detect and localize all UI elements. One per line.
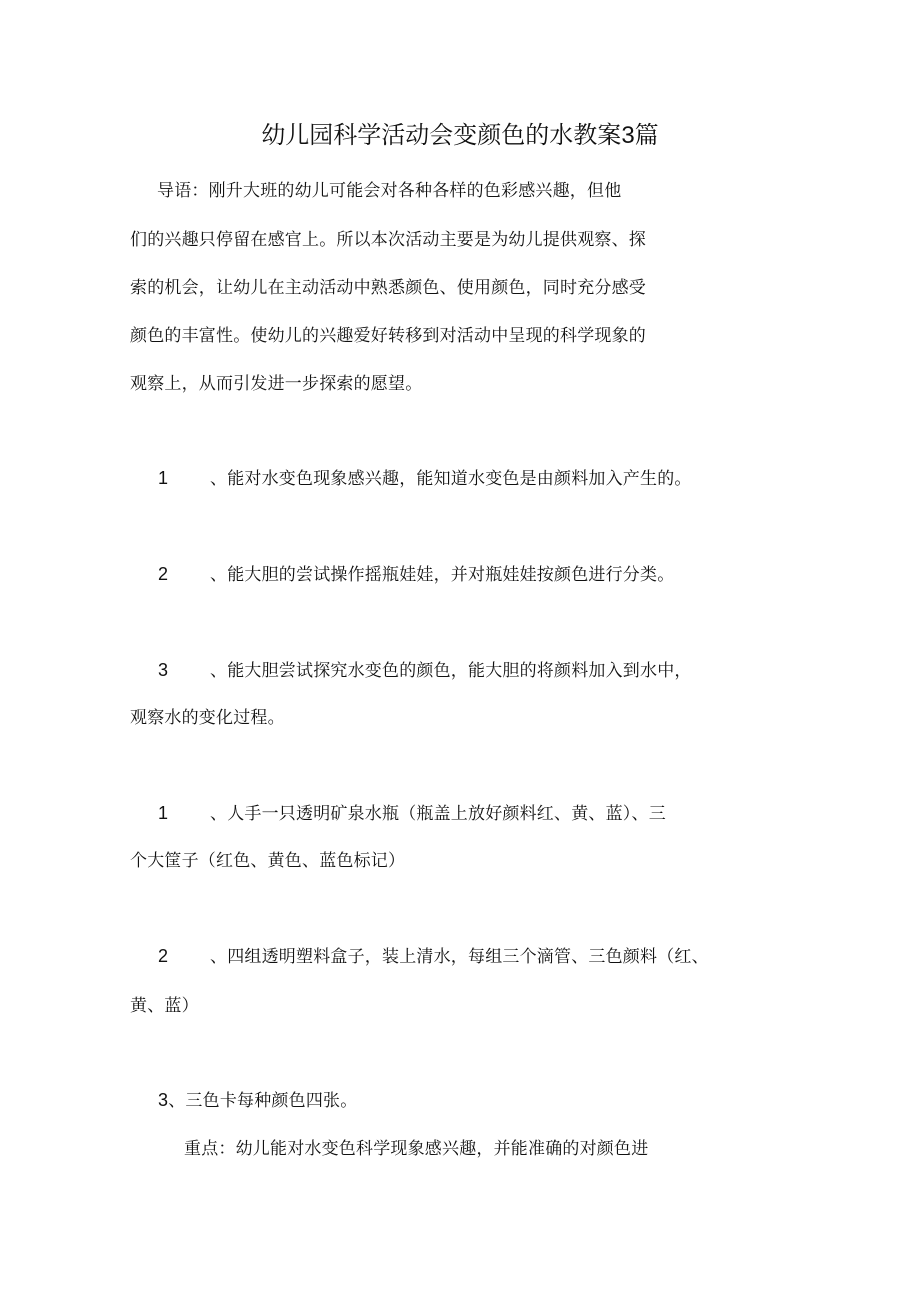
goal-number-1: 1	[158, 468, 169, 488]
material-item-1	[158, 802, 666, 825]
goal-number-2: 2	[158, 564, 169, 584]
material-text-3: 、三色卡每种颜色四张。	[168, 1091, 358, 1111]
goal-item-3-continued: 观察水的变化过程。	[130, 708, 285, 728]
title-text: 幼儿园科学活动会变颜色的水教案	[261, 121, 622, 149]
intro-line-2: 们的兴趣只停留在感官上。所以本次活动主要是为幼儿提供观察、探	[130, 230, 646, 250]
material-item-2-continued: 黄、蓝）	[130, 996, 199, 1016]
material-number-1: 1	[158, 803, 169, 823]
goal-text-1: 、能对水变色现象感兴趣，能知道水变色是由颜料加入产生的。	[210, 469, 692, 489]
key-point: 重点：幼儿能对水变色科学现象感兴趣，并能准确的对颜色进	[184, 1139, 649, 1159]
goal-number-3: 3	[158, 660, 169, 680]
title-suffix: 篇	[634, 121, 659, 149]
document-title	[0, 119, 920, 152]
material-number-3: 3	[158, 1090, 169, 1110]
goal-text-2: 、能大胆的尝试操作摇瓶娃娃，并对瓶娃娃按颜色进行分类。	[210, 565, 675, 585]
material-item-3	[158, 1089, 357, 1112]
intro-line-1: 导语：刚升大班的幼儿可能会对各种各样的色彩感兴趣，但他	[157, 181, 622, 201]
material-text-1: 、人手一只透明矿泉水瓶（瓶盖上放好颜料红、黄、蓝）、三	[210, 804, 666, 824]
intro-line-3: 索的机会，让幼儿在主动活动中熟悉颜色、使用颜色，同时充分感受	[130, 278, 646, 298]
goal-item-1	[158, 467, 692, 490]
title-number: 3	[621, 122, 635, 149]
goal-text-3: 、能大胆尝试探究水变色的颜色，能大胆的将颜料加入到水中，	[210, 661, 692, 681]
material-item-1-continued: 个大筐子（红色、黄色、蓝色标记）	[130, 851, 406, 871]
material-item-2	[158, 945, 709, 968]
material-text-2: 、四组透明塑料盒子，装上清水，每组三个滴管、三色颜料（红、	[210, 947, 709, 967]
goal-item-3	[158, 659, 692, 682]
goal-item-2	[158, 563, 674, 586]
material-number-2: 2	[158, 946, 169, 966]
intro-line-5: 观察上，从而引发进一步探索的愿望。	[130, 374, 423, 394]
intro-line-4: 颜色的丰富性。使幼儿的兴趣爱好转移到对活动中呈现的科学现象的	[130, 326, 646, 346]
